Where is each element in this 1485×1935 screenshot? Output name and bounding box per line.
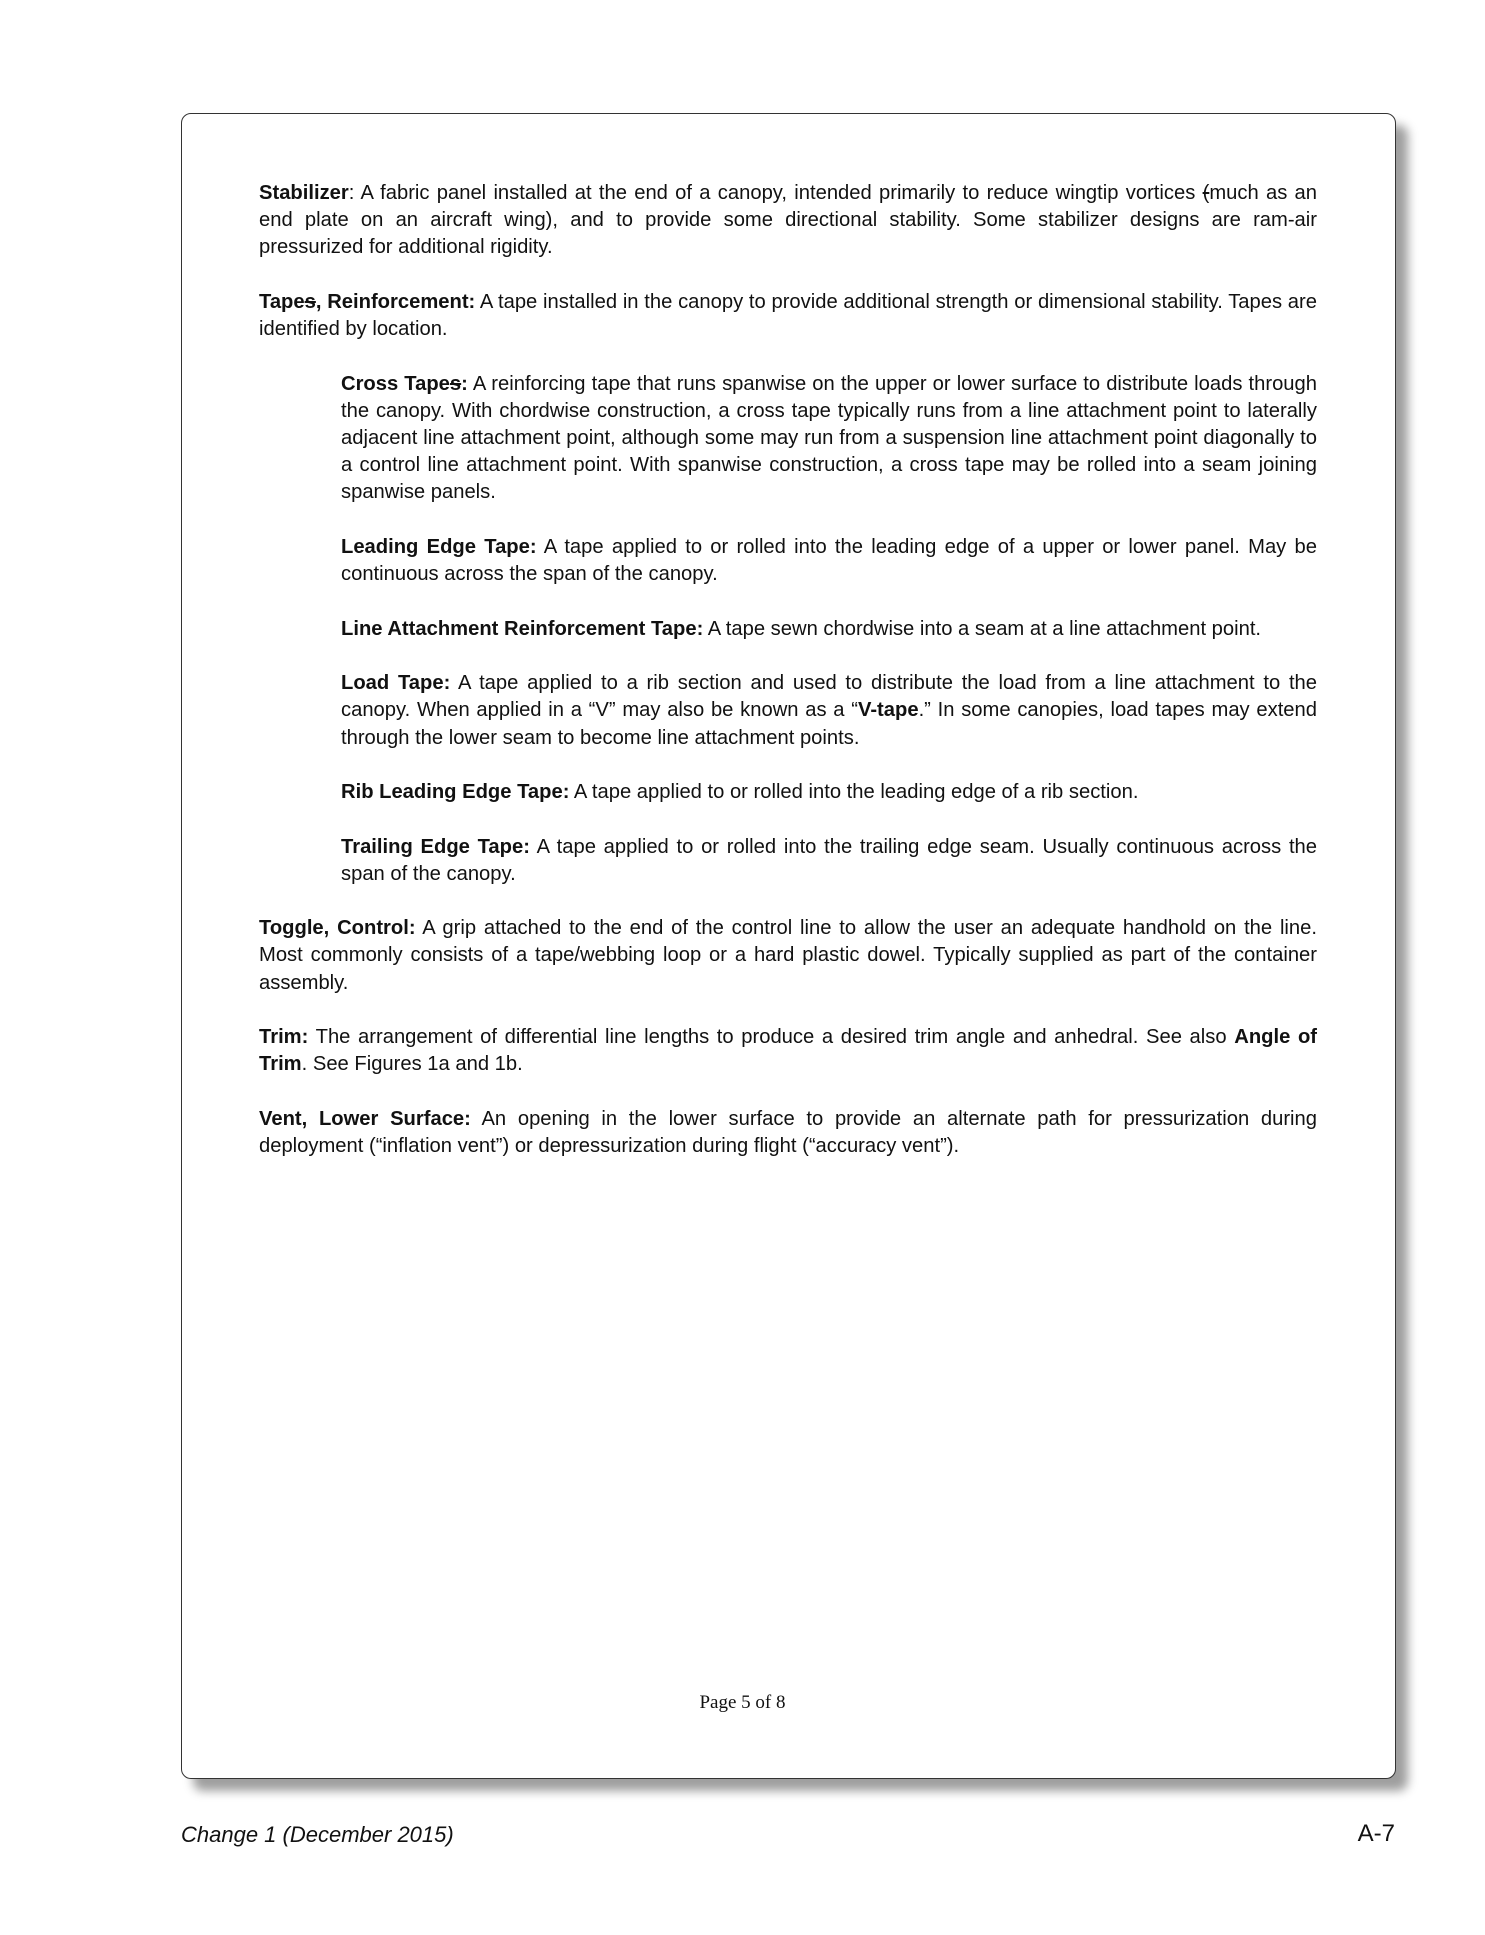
- definition-stabilizer: Stabilizer: A fabric panel installed at the end of a canopy, intended primarily to reduce wingtip vortices (much as an end plate on an aircraft wing), and to provide some directional stability. Some stabilizer designs are ram-air pressurized for additional rigidity.: [259, 182, 1318, 259]
- term: Leading Edge Tape:: [341, 535, 537, 558]
- term: Cross Tapes:: [341, 372, 468, 395]
- definition-tapes-reinforcement: Tapes, Reinforcement: A tape installed in the canopy to provide additional strength or dimensional stability. Tapes are identified by location.: [259, 290, 1317, 341]
- definition-vent-lower-surface: Vent, Lower Surface: An opening in the lower surface to provide an alternate path for pressurization during deployment (“inflation vent”) or depressurization during flight (“accuracy vent”).: [259, 1107, 1317, 1158]
- term: Trailing Edge Tape:: [341, 835, 530, 858]
- definition-trailing-edge-tape: Trailing Edge Tape: A tape applied to or rolled into the trailing edge seam. Usually continuous across the span of the canopy.: [341, 835, 1318, 885]
- page-number: Page 5 of 8: [699, 1692, 786, 1713]
- definition-toggle-control: Toggle, Control: A grip attached to the end of the control line to allow the user an adequate handhold on the line. Most commonly consists of a tape/webbing loop or a hard plastic dowel. Typically supplied as part of the container assembly.: [259, 917, 1317, 994]
- term: Vent, Lower Surface:: [259, 1107, 471, 1130]
- definition-leading-edge-tape: Leading Edge Tape: A tape applied to or rolled into the leading edge of a upper or lower panel. May be continuous across the span of the canopy.: [341, 535, 1317, 586]
- definition-cross-tapes: Cross Tapes: A reinforcing tape that runs spanwise on the upper or lower surface to distribute loads through the canopy. With chordwise construction, a cross tape typically runs from a line attachment point to laterally adjacent line attachment point, although some may run from a suspension line attachment point diagonally to a control line attachment point. With spanwise construction, a cross tape may be rolled into a seam joining spanwise panels.: [341, 372, 1317, 504]
- term: Toggle, Control:: [259, 917, 416, 940]
- footer-change-note: Change 1 (December 2015): [181, 1822, 454, 1847]
- term: Load Tape:: [341, 672, 451, 695]
- term: Trim:: [259, 1026, 309, 1049]
- term: Tapes, Reinforcement:: [259, 290, 476, 313]
- footer-page-label: A-7: [1357, 1820, 1395, 1847]
- document-body: [259, 180, 1317, 1188]
- term: Line Attachment Reinforcement Tape:: [341, 617, 704, 640]
- definition-load-tape: Load Tape: A tape applied to a rib section and used to distribute the load from a line attachment to the canopy. When applied in a “V” may also be known as a “V-tape.” In some canopies, load tapes may extend through the lower seam to become line attachment points.: [341, 672, 1318, 749]
- definition-trim: Trim: The arrangement of differential line lengths to produce a desired trim angle and anhedral. See also Angle of Trim. See Figures 1a and 1b.: [259, 1026, 1317, 1076]
- term: Rib Leading Edge Tape:: [341, 781, 570, 804]
- term: Stabilizer: [259, 182, 349, 204]
- definition-rib-leading-edge-tape: Rib Leading Edge Tape: A tape applied to or rolled into the leading edge of a rib section.: [341, 781, 1139, 804]
- definition-line-attachment-tape: Line Attachment Reinforcement Tape: A tape sewn chordwise into a seam at a line attachment point.: [341, 617, 1262, 640]
